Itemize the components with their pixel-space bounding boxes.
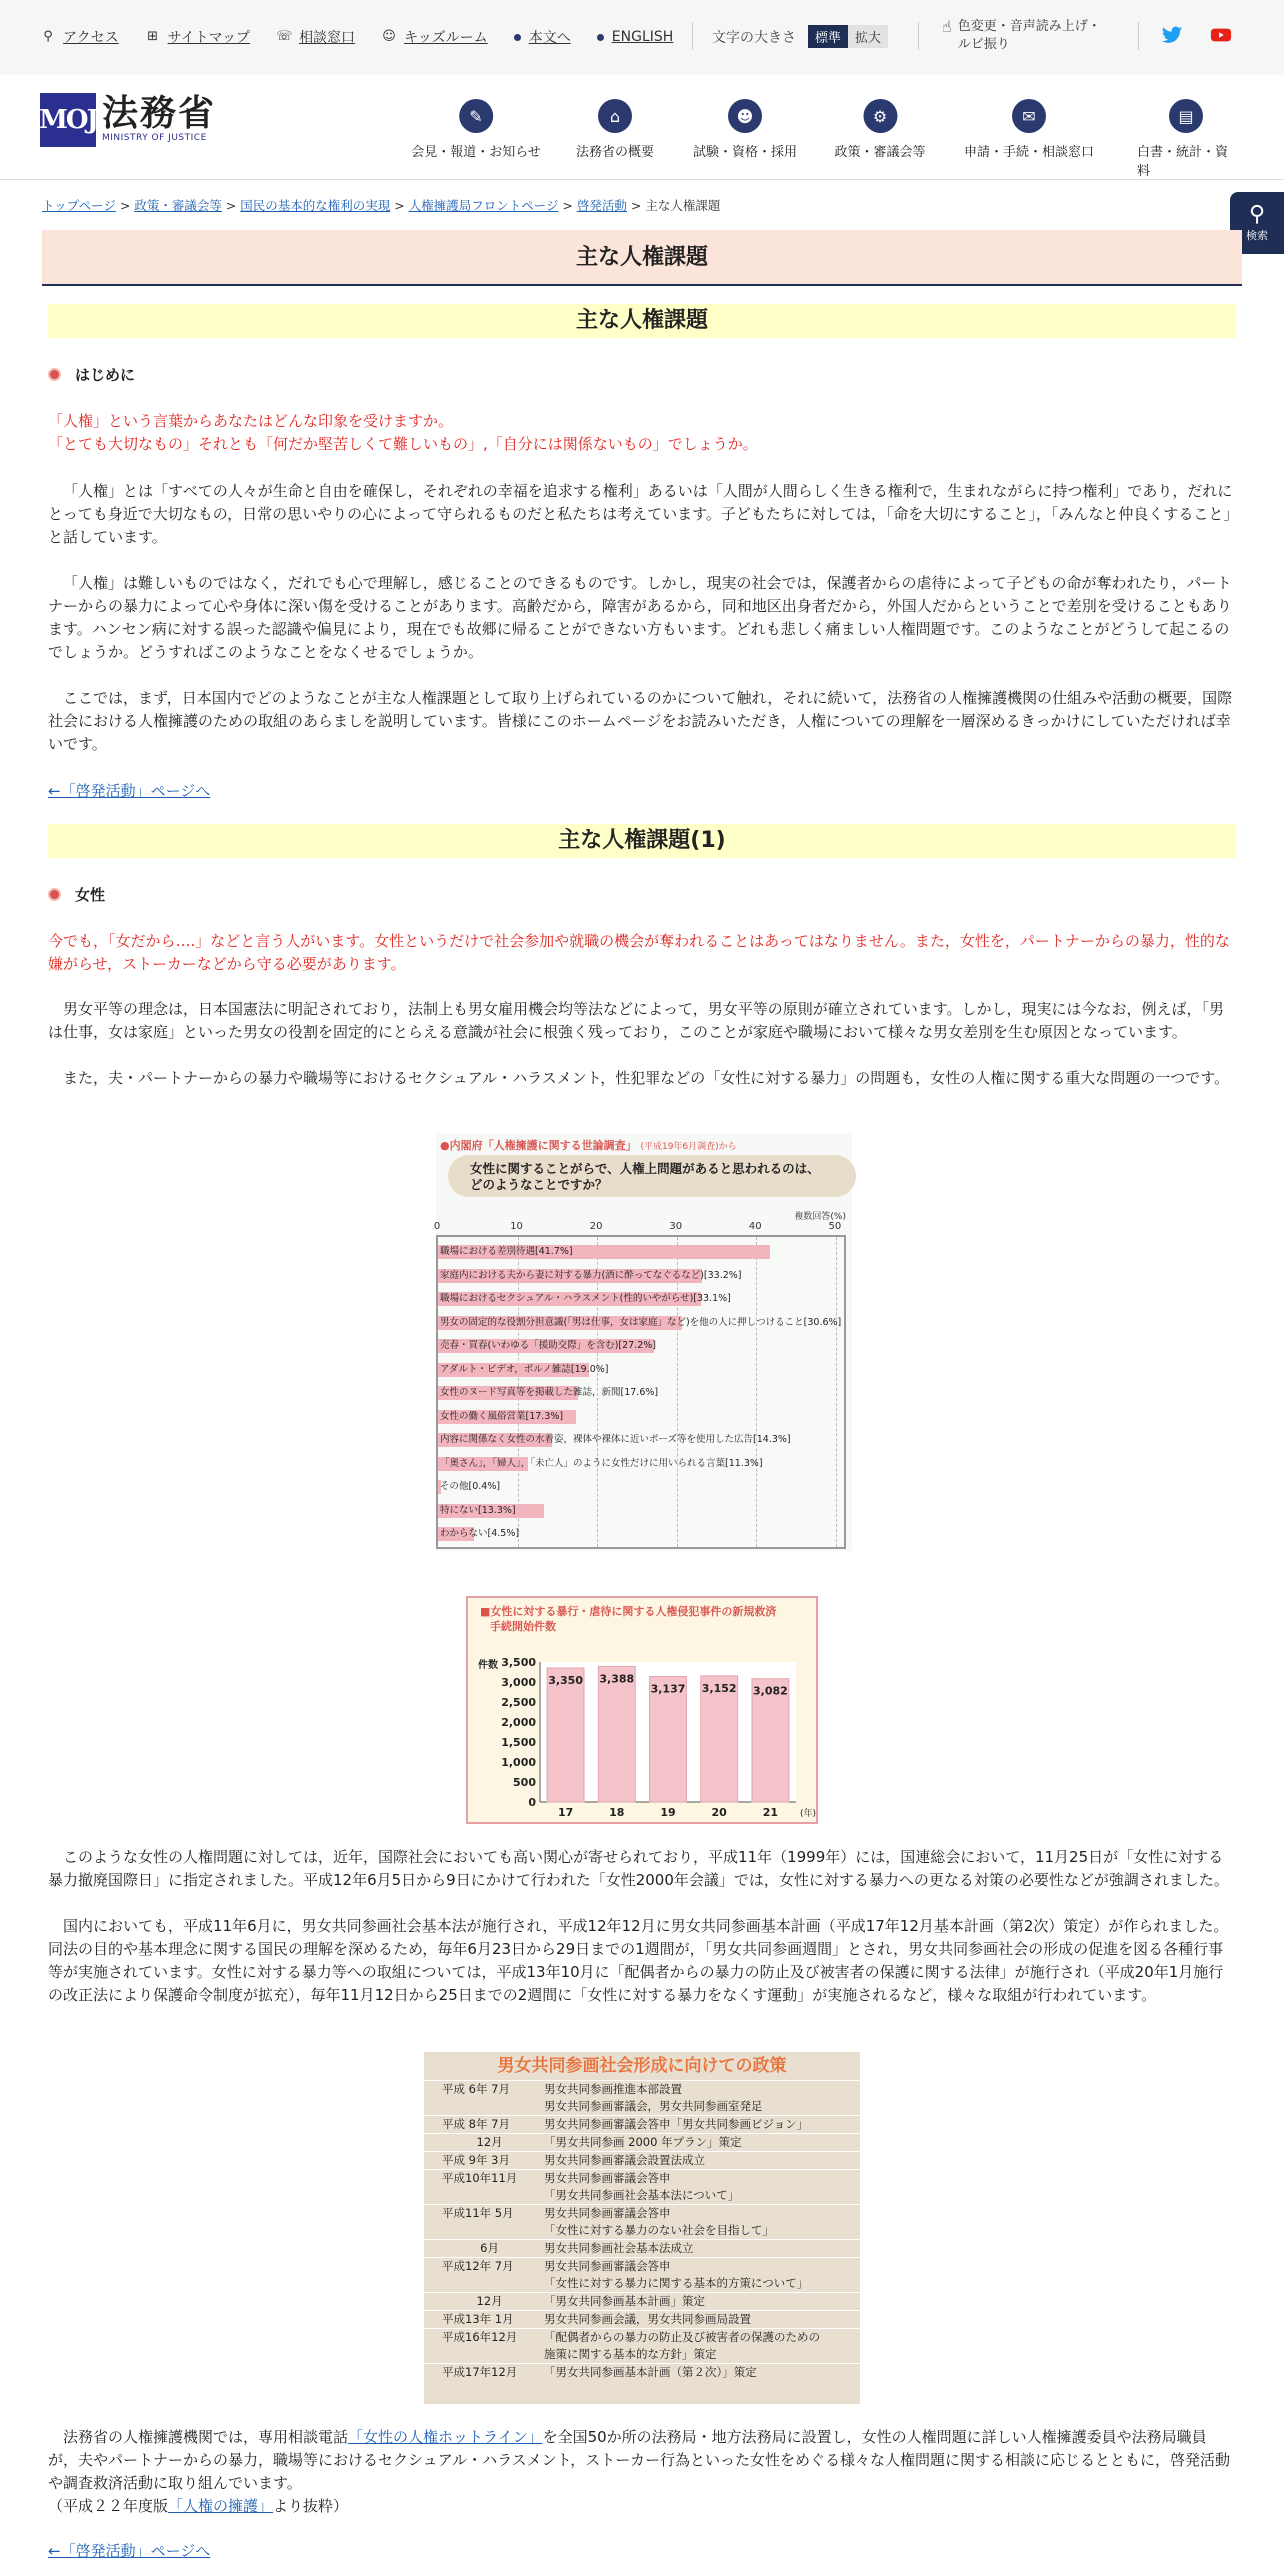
table-date: 平成13年 1月 bbox=[442, 2312, 514, 2326]
chat-icon: ☏ bbox=[276, 29, 293, 44]
x-tick-label: 18 bbox=[609, 1806, 625, 1819]
table-date: 12月 bbox=[442, 2135, 503, 2149]
section-heading: 主な人権課題(1) bbox=[48, 824, 1236, 858]
table-date: 平成 6年 7月 bbox=[442, 2082, 510, 2096]
data-label: 3,388 bbox=[599, 1672, 635, 1686]
table-row bbox=[424, 2257, 860, 2292]
data-label: 3,137 bbox=[650, 1682, 686, 1696]
table-title: 男女共同参画社会形成に向けての政策 bbox=[497, 2056, 787, 2076]
lead-text: 「人権」という言葉からあなたはどんな印象を受けますか。 「とても大切なもの」それとも「何だか堅苦しくて難しいもの」,「自分には関係ないもの」でしょうか。 bbox=[48, 412, 758, 453]
global-nav-label: 法務省の概要 bbox=[575, 145, 655, 160]
table-row bbox=[424, 2363, 860, 2381]
y-tick-label: 3,000 bbox=[501, 1676, 536, 1689]
utility-bar bbox=[0, 0, 1284, 75]
survey-label: 職場におけるセクシュアル・ハラスメント(性的いやがらせ)[33.1%] bbox=[440, 1293, 731, 1304]
kids-icon: ☺ bbox=[382, 29, 396, 44]
utility-link-label[interactable]: 相談窓口 bbox=[299, 30, 356, 46]
x-tick-label: 21 bbox=[762, 1806, 779, 1819]
breadcrumb bbox=[42, 196, 720, 214]
table-date: 平成16年12月 bbox=[442, 2330, 518, 2344]
breadcrumb-separator: > bbox=[558, 198, 577, 213]
subsection-heading bbox=[48, 364, 135, 385]
table-date: 平成11年 5月 bbox=[442, 2206, 514, 2220]
search-icon: ⚲ bbox=[1248, 202, 1266, 227]
survey-label: 「奥さん」，「婦人」，「未亡人」のように女性だけに用いられる言葉[11.3%] bbox=[440, 1457, 763, 1469]
accessibility-label: ルビ振り bbox=[957, 37, 1010, 52]
font-standard-button[interactable]: 標準 bbox=[808, 25, 848, 48]
chart-question: 女性に関することがらで、人権上問題があると思われるのは、 どのようなことですか？ bbox=[448, 1155, 856, 1197]
utility-link[interactable] bbox=[40, 27, 119, 47]
data-label: 3,082 bbox=[753, 1684, 788, 1698]
table-row bbox=[424, 2204, 860, 2239]
data-label: 3,350 bbox=[548, 1674, 583, 1687]
global-nav-item[interactable] bbox=[1137, 99, 1235, 179]
table-date: 平成10年11月 bbox=[442, 2171, 518, 2185]
table-row bbox=[424, 2292, 860, 2310]
breadcrumb-separator: > bbox=[115, 198, 135, 213]
utility-link[interactable] bbox=[276, 27, 355, 47]
survey-label: 家庭内における夫から妻に対する暴力(酒に酔ってなぐるなど)[33.2%] bbox=[440, 1269, 742, 1281]
dot-icon bbox=[597, 34, 604, 41]
back-link[interactable]: ←「啓発活動」ページへ bbox=[48, 2542, 211, 2560]
press-icon: ✎ bbox=[459, 99, 493, 133]
table-date: 平成 9年 3月 bbox=[442, 2153, 510, 2167]
chart-title: ●内閣府「人権擁護に関する世論調査」 (平成19年6月調査)から bbox=[440, 1139, 737, 1152]
y-axis-label: 件数 bbox=[478, 1660, 498, 1671]
hand-pointer-icon: ☝ bbox=[942, 17, 952, 36]
font-size-label: 文字の大きさ bbox=[712, 29, 796, 46]
breadcrumb-item[interactable]: 啓発活動 bbox=[576, 198, 627, 213]
table-row bbox=[424, 2239, 860, 2257]
bar bbox=[598, 1666, 635, 1802]
survey-label: 職場における差別待遇[41.7%] bbox=[440, 1246, 573, 1257]
survey-row bbox=[438, 1433, 844, 1447]
y-tick-label: 2,000 bbox=[501, 1716, 536, 1729]
youtube-icon[interactable] bbox=[1210, 24, 1232, 46]
breadcrumb-item[interactable]: トップページ bbox=[42, 198, 116, 213]
survey-row bbox=[438, 1339, 844, 1353]
policy-table bbox=[424, 2052, 860, 2404]
survey-row bbox=[438, 1504, 844, 1518]
cases-chart bbox=[466, 1596, 818, 1824]
site-logo[interactable] bbox=[40, 93, 216, 147]
global-nav-item[interactable] bbox=[964, 99, 1094, 160]
table-event: 男女共同参画推進本部設置 bbox=[544, 2082, 682, 2096]
subsection-label: 女性 bbox=[75, 886, 106, 904]
site-header bbox=[0, 75, 1284, 180]
survey-label: わからない[4.5%] bbox=[440, 1528, 520, 1539]
survey-label: 売春・買春(いわゆる「援助交際」を含む)[27.2%] bbox=[440, 1340, 657, 1351]
survey-label: アダルト・ビデオ，ポルノ雑誌[19.0%] bbox=[440, 1363, 609, 1375]
table-date: 平成 8年 7月 bbox=[442, 2117, 510, 2131]
survey-label: 女性の働く風俗営業[17.3%] bbox=[440, 1410, 564, 1422]
paragraph: ここでは，まず，日本国内でどのようなことが主な人権課題として取り上げられているのかについて触れ，それに続いて，法務省の人権擁護機関の仕組みや活動の概要，国際社会における人権擁護のための取組のあらましを説明しています。皆様にこのホームページをお読みいただき，人権についての理解を一層深めるきっかけにしていただければ幸いです。 bbox=[48, 689, 1233, 753]
x-axis-unit: (年) bbox=[800, 1809, 816, 1819]
data-label: 3,152 bbox=[701, 1681, 737, 1695]
table-date: 平成17年12月 bbox=[442, 2365, 518, 2379]
search-label: 検索 bbox=[1246, 229, 1268, 242]
paragraph: また，夫・パートナーからの暴力や職場等におけるセクシュアル・ハラスメント，性犯罪などの「女性に対する暴力」の問題も，女性の人権に関する重大な問題の一つです。 bbox=[63, 1069, 1230, 1087]
utility-link-label[interactable]: サイトマップ bbox=[167, 30, 251, 46]
y-tick-label: 500 bbox=[513, 1776, 536, 1789]
table-row bbox=[424, 2080, 860, 2115]
survey-chart bbox=[433, 1133, 852, 1551]
breadcrumb-item[interactable]: 国民の基本的な権利の実現 bbox=[240, 198, 391, 213]
bar bbox=[547, 1668, 584, 1802]
global-nav-label: 試験・資格・採用 bbox=[692, 145, 798, 160]
survey-label: 男女の固定的な役割分担意識(「男は仕事，女は家庭」など)を他の人に押しつけること[30.6%] bbox=[440, 1316, 842, 1328]
table-event: 「男女共同参画社会基本法について」 bbox=[544, 2188, 740, 2202]
bar-chart-svg bbox=[468, 1598, 816, 1822]
x-tick-label: 50 bbox=[828, 1221, 842, 1232]
y-tick-label: 2,500 bbox=[501, 1696, 536, 1709]
table-event: 男女共同参画社会基本法成立 bbox=[544, 2241, 694, 2255]
subsection-label: はじめに bbox=[75, 366, 136, 384]
hotline-link[interactable]: 「女性の人権ホットライン」 bbox=[348, 2428, 543, 2446]
survey-row bbox=[438, 1457, 844, 1471]
table-event: 「男女共同参画基本計画」策定 bbox=[544, 2294, 705, 2308]
x-tick-label: 40 bbox=[748, 1221, 762, 1232]
table-event: 「女性に対する暴力に関する基本的方策について」 bbox=[544, 2276, 809, 2290]
survey-row bbox=[438, 1386, 844, 1400]
chart-unit: 複数回答(%) bbox=[794, 1212, 846, 1222]
global-nav-item[interactable] bbox=[411, 99, 541, 160]
x-tick-label: 0 bbox=[433, 1221, 441, 1232]
table-event: 男女共同参画審議会，男女共同参画室発足 bbox=[544, 2099, 763, 2113]
paragraph: 「人権」とは「すべての人々が生命と自由を確保し，それぞれの幸福を追求する権利」あるいは「人間が人間らしく生きる権利で，生まれながらに持つ権利」であり，だれにとっても身近で大切なもの，日常の思いやりの心によって守られるものだと私たちは考えています。子どもたちに対しては，「命を大切にすること」，「みんなと仲良くすること」と話しています。 bbox=[48, 482, 1233, 546]
jinken-link[interactable]: 「人権の擁護」 bbox=[168, 2497, 274, 2515]
table-row bbox=[424, 2310, 860, 2328]
twitter-icon[interactable] bbox=[1161, 24, 1183, 46]
table-event: 男女共同参画審議会答申 bbox=[544, 2206, 671, 2220]
table-event: 「女性に対する暴力のない社会を目指して」 bbox=[544, 2223, 774, 2237]
x-tick-label: 20 bbox=[711, 1806, 727, 1819]
paragraph: 法務省の人権擁護機関では，専用相談電話「女性の人権ホットライン」を全国50か所の法務局・地方法務局に設置し，女性の人権問題に詳しい人権擁護委員や法務局職員が，夫やパートナーからの暴力，職場等におけるセクシュアル・ハラスメント，ストーカー行為といった女性をめぐる様々な人権問題に関する相談に応じるとともに，啓発活動や調査救済活動に取り組んでいます。 bbox=[48, 2428, 1231, 2492]
table-date: 12月 bbox=[442, 2294, 503, 2308]
map-pin-icon: ⚲ bbox=[43, 29, 53, 44]
global-nav-label: 申請・手続・相談窓口 bbox=[963, 145, 1095, 160]
divider bbox=[918, 22, 919, 50]
survey-row bbox=[438, 1269, 844, 1283]
moj-logo-mark: MOJ bbox=[40, 93, 96, 147]
survey-row bbox=[438, 1316, 844, 1330]
utility-link-label[interactable]: 本文へ bbox=[528, 30, 571, 46]
y-tick-label: 0 bbox=[528, 1796, 536, 1809]
x-axis bbox=[433, 1221, 852, 1235]
survey-row bbox=[438, 1527, 844, 1541]
paragraph: このような女性の人権問題に対しては，近年，国際社会においても高い関心が寄せられており，平成11年（1999年）には，国連総会において，11月25日が「女性に対する暴力撤廃国際日」に指定されました。平成12年6月5日から9日にかけて行われた「女性2000年会議」では，女性に対する暴力への更なる対策の必要性などが強調されました。 bbox=[48, 1848, 1229, 1889]
global-nav-label: 会見・報道・お知らせ bbox=[411, 145, 541, 160]
book-icon: ▤ bbox=[1169, 99, 1203, 133]
survey-label: 特にない[13.3%] bbox=[440, 1504, 516, 1516]
survey-row bbox=[438, 1245, 844, 1259]
page-title: 主な人権課題 bbox=[42, 230, 1242, 286]
paragraph: 「人権」は難しいものではなく，だれでも心で理解し，感じることのできるものです。しかし，現実の社会では，保護者からの虐待によって子どもの命が奪われたり，パートナーからの暴力によって心や身体に深い傷を受けることがあります。高齢だから，障害があるから，同和地区出身者だから，外国人だからということで差別を受けることもあります。ハンセン病に対する誤った認識や偏見により，現在でも故郷に帰ることができない方もいます。どれも悲しく痛ましい人権問題です。このようなことがどうして起こるのでしょうか。どうすればこのようなことをなくせるでしょうか。 bbox=[48, 574, 1232, 661]
global-nav-item[interactable] bbox=[834, 99, 925, 160]
table-event: 施策に関する基本的な方針」策定 bbox=[544, 2347, 717, 2361]
table-event: 「配偶者からの暴力の防止及び被害者の保護のための bbox=[544, 2330, 820, 2344]
breadcrumb-item: 主な人権課題 bbox=[645, 198, 721, 213]
x-tick-label: 20 bbox=[589, 1221, 603, 1232]
accessibility-label: 色変更・音声読み上げ・ bbox=[957, 19, 1101, 34]
x-tick-label: 17 bbox=[557, 1806, 574, 1819]
table-row bbox=[424, 2328, 860, 2363]
breadcrumb-item[interactable]: 人権擁護局フロントページ bbox=[408, 198, 559, 213]
logo-japanese: 法務省 bbox=[102, 92, 217, 134]
table-event: 「男女共同参画 2000 年プラン」策定 bbox=[544, 2135, 742, 2149]
dot-icon bbox=[514, 34, 521, 41]
table-event: 男女共同参画審議会答申「男女共同参画ビジョン」 bbox=[544, 2117, 809, 2131]
global-nav-label: 政策・審議会等 bbox=[834, 145, 926, 160]
y-tick-label: 3,500 bbox=[501, 1656, 536, 1669]
survey-label: その他[0.4%] bbox=[440, 1481, 501, 1492]
table-row bbox=[424, 2133, 860, 2151]
table-date: 6月 bbox=[442, 2241, 499, 2255]
breadcrumb-separator: > bbox=[626, 198, 646, 213]
table-date: 平成12年 7月 bbox=[442, 2259, 514, 2273]
paragraph: 男女平等の理念は，日本国憲法に明記されており，法制上も男女雇用機会均等法などによって，男女平等の原則が確立されています。しかし，現実には今なお，例えば，「男は仕事，女は家庭」といった男女の役割を固定的にとらえる意識が社会に根強く残っており，このことが家庭や職場において様々な男女差別を生む原因となっています。 bbox=[48, 1000, 1225, 1041]
logo-english: MINISTRY OF JUSTICE bbox=[102, 133, 207, 143]
breadcrumb-separator: > bbox=[221, 198, 241, 213]
survey-label: 内容に関係なく女性の水着姿，裸体や裸体に近いポーズ等を使用した広告[14.3%] bbox=[440, 1434, 791, 1445]
procedure-icon: ✉ bbox=[1012, 99, 1046, 133]
utility-link[interactable] bbox=[597, 29, 674, 45]
table-event: 男女共同参画審議会答申 bbox=[544, 2259, 671, 2273]
global-nav-item[interactable] bbox=[693, 99, 797, 160]
breadcrumb-separator: > bbox=[390, 198, 409, 213]
global-nav-label: 白書・統計・資料 bbox=[1137, 145, 1229, 179]
paragraph: 国内においても，平成11年6月に，男女共同参画社会基本法が施行され，平成12年12月に男女共同参画基本計画（平成17年12月基本計画（第2次）策定）が作られました。同法の目的や基本理念に関する国民の理解を深めるため，毎年6月23日から29日までの1週間が，「男女共同参画週間」とされ，男女共同参画社会の形成の促進を図る各種行事等が実施されています。女性に対する暴力等への取組については，平成13年10月に「配偶者からの暴力の防止及び被害者の保護に関する法律」が施行され（平成20年1月施行の改正法により保護命令制度が拡充），毎年11月12日から25日までの2週間に「女性に対する暴力をなくす運動」が実施されるなど，様々な取組が行われています。 bbox=[48, 1917, 1229, 2004]
x-tick-label: 10 bbox=[510, 1221, 523, 1232]
x-tick-label: 19 bbox=[660, 1806, 676, 1819]
accessibility-link[interactable] bbox=[942, 18, 1101, 54]
utility-link-label[interactable]: アクセス bbox=[63, 30, 119, 46]
breadcrumb-item[interactable]: 政策・審議会等 bbox=[134, 198, 222, 213]
lead-text: 今でも，「女だから….」などと言う人がいます。女性というだけで社会参加や就職の機会が奪われることはあってはなりません。また，女性を，パートナーからの暴力，性的な嫌がらせ，ストーカーなどから守る必要があります。 bbox=[48, 932, 1230, 973]
table-row bbox=[424, 2151, 860, 2169]
ministry-icon: ⌂ bbox=[598, 99, 632, 133]
font-size-switcher bbox=[712, 25, 888, 48]
back-link[interactable]: ←「啓発活動」ページへ bbox=[48, 782, 211, 800]
table-event: 男女共同参画審議会答申 bbox=[544, 2171, 671, 2185]
x-tick-label: 30 bbox=[669, 1221, 683, 1232]
utility-link[interactable] bbox=[145, 27, 250, 47]
bullet-icon bbox=[48, 368, 61, 381]
utility-link-label[interactable]: ENGLISH bbox=[611, 29, 674, 45]
utility-link[interactable] bbox=[514, 27, 571, 47]
survey-row bbox=[438, 1292, 844, 1306]
subsection-heading bbox=[48, 884, 105, 905]
source-note: （平成２２年度版「人権の擁護」より抜粋） bbox=[48, 2497, 349, 2515]
survey-row bbox=[438, 1480, 844, 1494]
table-event: 「男女共同参画基本計画（第２次）」策定 bbox=[544, 2365, 757, 2379]
plot-area bbox=[436, 1235, 846, 1549]
sitemap-icon: ⊞ bbox=[147, 29, 159, 44]
bullet-icon bbox=[48, 888, 61, 901]
people-icon: ☻ bbox=[728, 99, 762, 133]
table-row bbox=[424, 2115, 860, 2133]
divider bbox=[1138, 22, 1139, 50]
table-event: 男女共同参画審議会設置法成立 bbox=[544, 2153, 705, 2167]
survey-label: 女性のヌード写真等を掲載した雑誌，新聞[17.6%] bbox=[440, 1387, 659, 1398]
survey-row bbox=[438, 1363, 844, 1377]
y-tick-label: 1,000 bbox=[501, 1756, 536, 1769]
utility-link[interactable] bbox=[381, 27, 488, 47]
section-heading: 主な人権課題 bbox=[48, 304, 1236, 338]
table-event: 男女共同参画会議，男女共同参画局設置 bbox=[544, 2312, 751, 2326]
policy-icon: ⚙ bbox=[863, 99, 897, 133]
divider bbox=[692, 22, 693, 50]
utility-link-label[interactable]: キッズルーム bbox=[404, 30, 488, 46]
global-nav-item[interactable] bbox=[576, 99, 654, 160]
table-row bbox=[424, 2169, 860, 2204]
survey-row bbox=[438, 1410, 844, 1424]
y-tick-label: 1,500 bbox=[501, 1736, 536, 1749]
chart-title: ■女性に対する暴行・虐待に関する人権侵犯事件の新規救済 手続開始件数 bbox=[480, 1605, 777, 1633]
font-large-button[interactable]: 拡大 bbox=[848, 25, 888, 48]
